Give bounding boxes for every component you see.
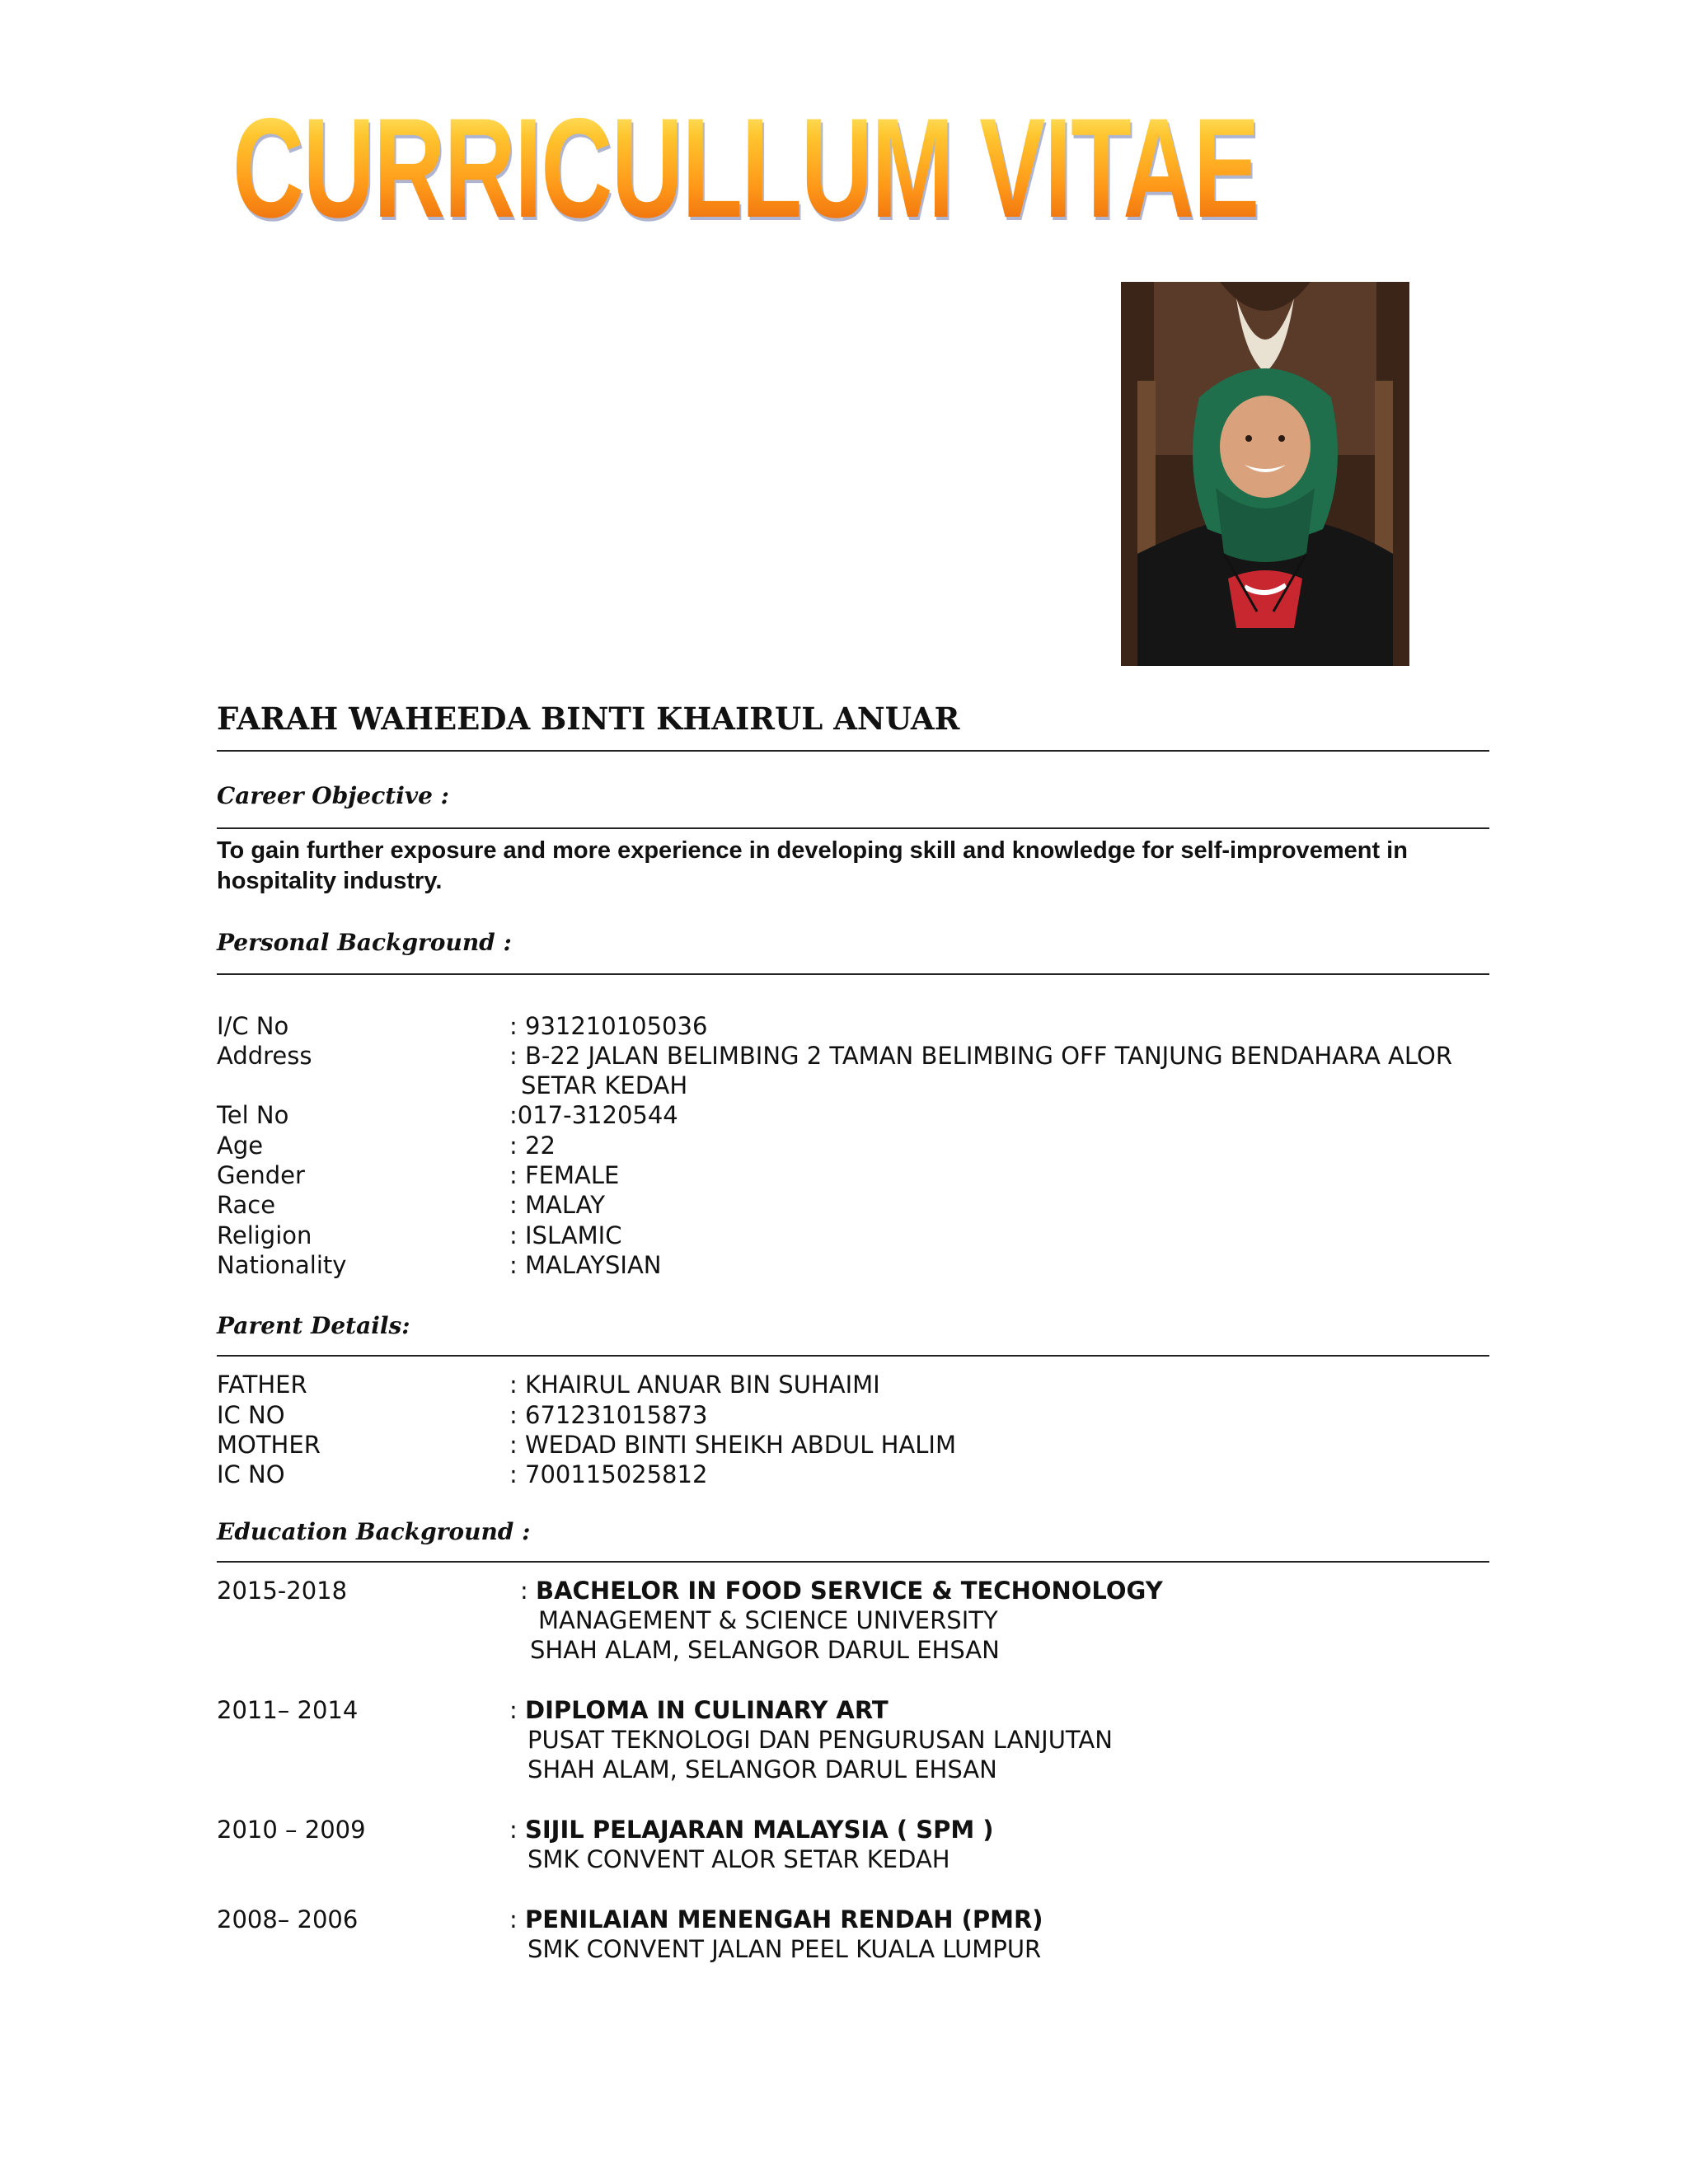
nationality-value: : MALAYSIAN xyxy=(509,1250,1498,1280)
education-degree: : PENILAIAN MENENGAH RENDAH (PMR) xyxy=(509,1905,1043,1934)
address-line1: : B-22 JALAN BELIMBING 2 TAMAN BELIMBING OFF TANJUNG BENDAHARA ALOR xyxy=(509,1041,1498,1071)
education-years: 2011– 2014 xyxy=(217,1696,359,1724)
nationality-label: Nationality xyxy=(217,1251,347,1279)
education-location: SHAH ALAM, SELANGOR DARUL EHSAN xyxy=(528,1755,997,1783)
mother-ic-value: : 700115025812 xyxy=(509,1460,1498,1489)
mother-label: MOTHER xyxy=(217,1431,321,1459)
education-degree: : DIPLOMA IN CULINARY ART xyxy=(509,1695,1113,1725)
candidate-name: FARAH WAHEEDA BINTI KHAIRUL ANUAR xyxy=(217,701,960,737)
gender-value: : FEMALE xyxy=(509,1160,1498,1190)
career-objective-text: To gain further exposure and more experience in developing skill and knowledge for self-improvement in hospitality industry. xyxy=(217,837,1408,894)
divider xyxy=(217,1355,1489,1357)
personal-background-heading: Personal Background : xyxy=(217,929,512,956)
education-years: 2015-2018 xyxy=(217,1577,348,1605)
father-value: : KHAIRUL ANUAR BIN SUHAIMI xyxy=(509,1370,1498,1399)
divider xyxy=(217,1561,1489,1563)
education-institution: MANAGEMENT & SCIENCE UNIVERSITY xyxy=(538,1606,998,1634)
religion-label: Religion xyxy=(217,1221,312,1249)
education-institution: SMK CONVENT ALOR SETAR KEDAH xyxy=(528,1845,950,1873)
race-label: Race xyxy=(217,1191,276,1219)
education-degree: : BACHELOR IN FOOD SERVICE & TECHONOLOGY xyxy=(520,1576,1163,1605)
mother-ic-label: IC NO xyxy=(217,1460,285,1488)
career-objective-heading: Career Objective : xyxy=(217,782,450,809)
cv-title: CURRICULLUM VITAE xyxy=(232,89,1259,247)
mother-value: : WEDAD BINTI SHEIKH ABDUL HALIM xyxy=(509,1430,1498,1460)
divider xyxy=(217,750,1489,752)
religion-value: : ISLAMIC xyxy=(509,1221,1498,1250)
address-line2: SETAR KEDAH xyxy=(521,1071,688,1099)
age-value: : 22 xyxy=(509,1131,1498,1160)
education-location: SHAH ALAM, SELANGOR DARUL EHSAN xyxy=(530,1636,1000,1664)
ic-value: : 931210105036 xyxy=(509,1011,1498,1041)
father-label: FATHER xyxy=(217,1371,307,1399)
tel-value: : 017-3120544 xyxy=(509,1100,1498,1130)
parent-details-heading: Parent Details: xyxy=(217,1312,410,1339)
divider xyxy=(217,827,1489,829)
education-institution: PUSAT TEKNOLOGI DAN PENGURUSAN LANJUTAN xyxy=(528,1726,1113,1754)
address-label: Address xyxy=(217,1042,312,1070)
education-years: 2008– 2006 xyxy=(217,1905,359,1933)
education-years: 2010 – 2009 xyxy=(217,1816,366,1844)
education-institution: SMK CONVENT JALAN PEEL KUALA LUMPUR xyxy=(528,1935,1042,1963)
education-degree: : SIJIL PELAJARAN MALAYSIA ( SPM ) xyxy=(509,1815,994,1844)
age-label: Age xyxy=(217,1132,264,1160)
father-ic-label: IC NO xyxy=(217,1401,285,1429)
father-ic-value: : 671231015873 xyxy=(509,1400,1498,1430)
profile-photo xyxy=(1121,282,1409,666)
race-value: : MALAY xyxy=(509,1190,1498,1220)
divider xyxy=(217,973,1489,975)
tel-label: Tel No xyxy=(217,1101,289,1129)
education-background-heading: Education Background : xyxy=(217,1518,531,1545)
gender-label: Gender xyxy=(217,1161,305,1189)
ic-label: I/C No xyxy=(217,1012,289,1040)
